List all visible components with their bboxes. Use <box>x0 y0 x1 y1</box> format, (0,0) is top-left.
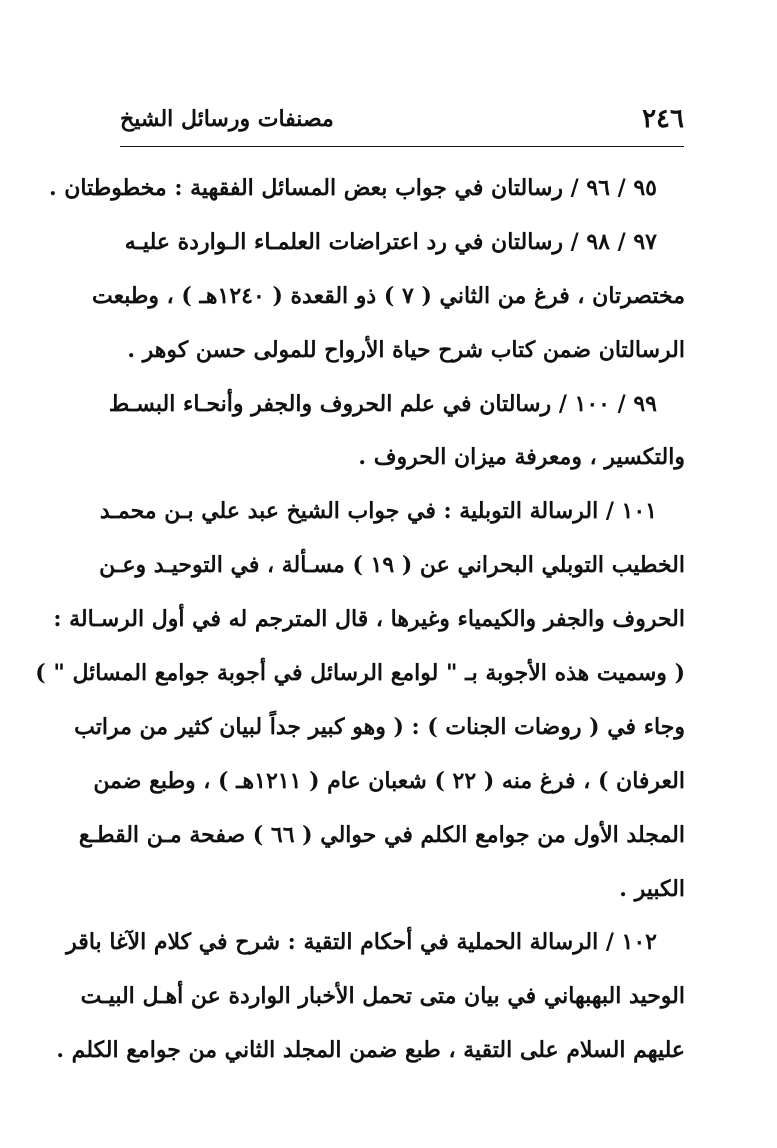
text-line: ٩٩ / ١٠٠ / رسالتان في علم الحروف والجفر وأنحـاء البسـط <box>108 390 657 417</box>
text-line: ١٠٢ / الرسالة الحملية في أحكام التقية : شرح في كلام الآغا باقر <box>66 929 657 956</box>
text-line: العرفان ) ، فرغ منه ( ٢٢ ) شعبان عام ( ١٢١١هـ ) ، وطبع ضمن <box>93 767 685 794</box>
text-line: ٩٥ / ٩٦ / رسالتان في جواب بعض المسائل الفقهية : مخطوطتان . <box>48 175 657 201</box>
page-header <box>120 92 684 138</box>
text-line: الخطيب التوبلي البحراني عن ( ١٩ ) مسـألة ، في التوحيـد وعـن <box>99 552 685 579</box>
text-line: ٩٧ / ٩٨ / رسالتان في رد اعتراضات العلمـاء الـواردة عليـه <box>124 228 657 255</box>
text-line: وجاء في ( روضات الجنات ) : ( وهو كبير جداً لبيان كثير من مراتب <box>74 713 685 740</box>
text-line: المجلد الأول من جوامع الكلم في حوالي ( ٦٦ ) صفحة مـن القطـع <box>78 821 685 848</box>
text-line: الحروف والجفر والكيمياء وغيرها ، قال المترجم له في أول الرسـالة : <box>53 606 685 633</box>
text-line: الرسالتان ضمن كتاب شرح حياة الأرواح للمولى حسن كوهر . <box>127 336 685 363</box>
text-line: عليهم السلام على التقية ، طبع ضمن المجلد الثاني من جوامع الكلم . <box>56 1037 685 1064</box>
text-line: مختصرتان ، فرغ من الثاني ( ٧ ) ذو القعدة ( ١٢٤٠هـ ) ، وطبعت <box>91 282 685 309</box>
page-number: ٢٤٦ <box>642 104 684 134</box>
text-line: ١٠١ / الرسالة التوبلية : في جواب الشيخ عبد علي بـن محمـد <box>99 498 657 525</box>
text-line: الوحيد البهبهاني في بيان متى تحمل الأخبار الواردة عن أهـل البيـت <box>80 983 685 1010</box>
text-line: ( وسميت هذه الأجوبة بـ " لوامع الرسائل في أجوبة جوامع المسائل " ) <box>35 660 685 687</box>
body-text <box>35 162 685 1078</box>
running-title: مصنفات ورسائل الشيخ <box>120 106 334 132</box>
header-rule <box>120 146 684 147</box>
text-line: الكبير . <box>619 875 685 902</box>
text-line: والتكسير ، ومعرفة ميزان الحروف . <box>358 444 685 471</box>
